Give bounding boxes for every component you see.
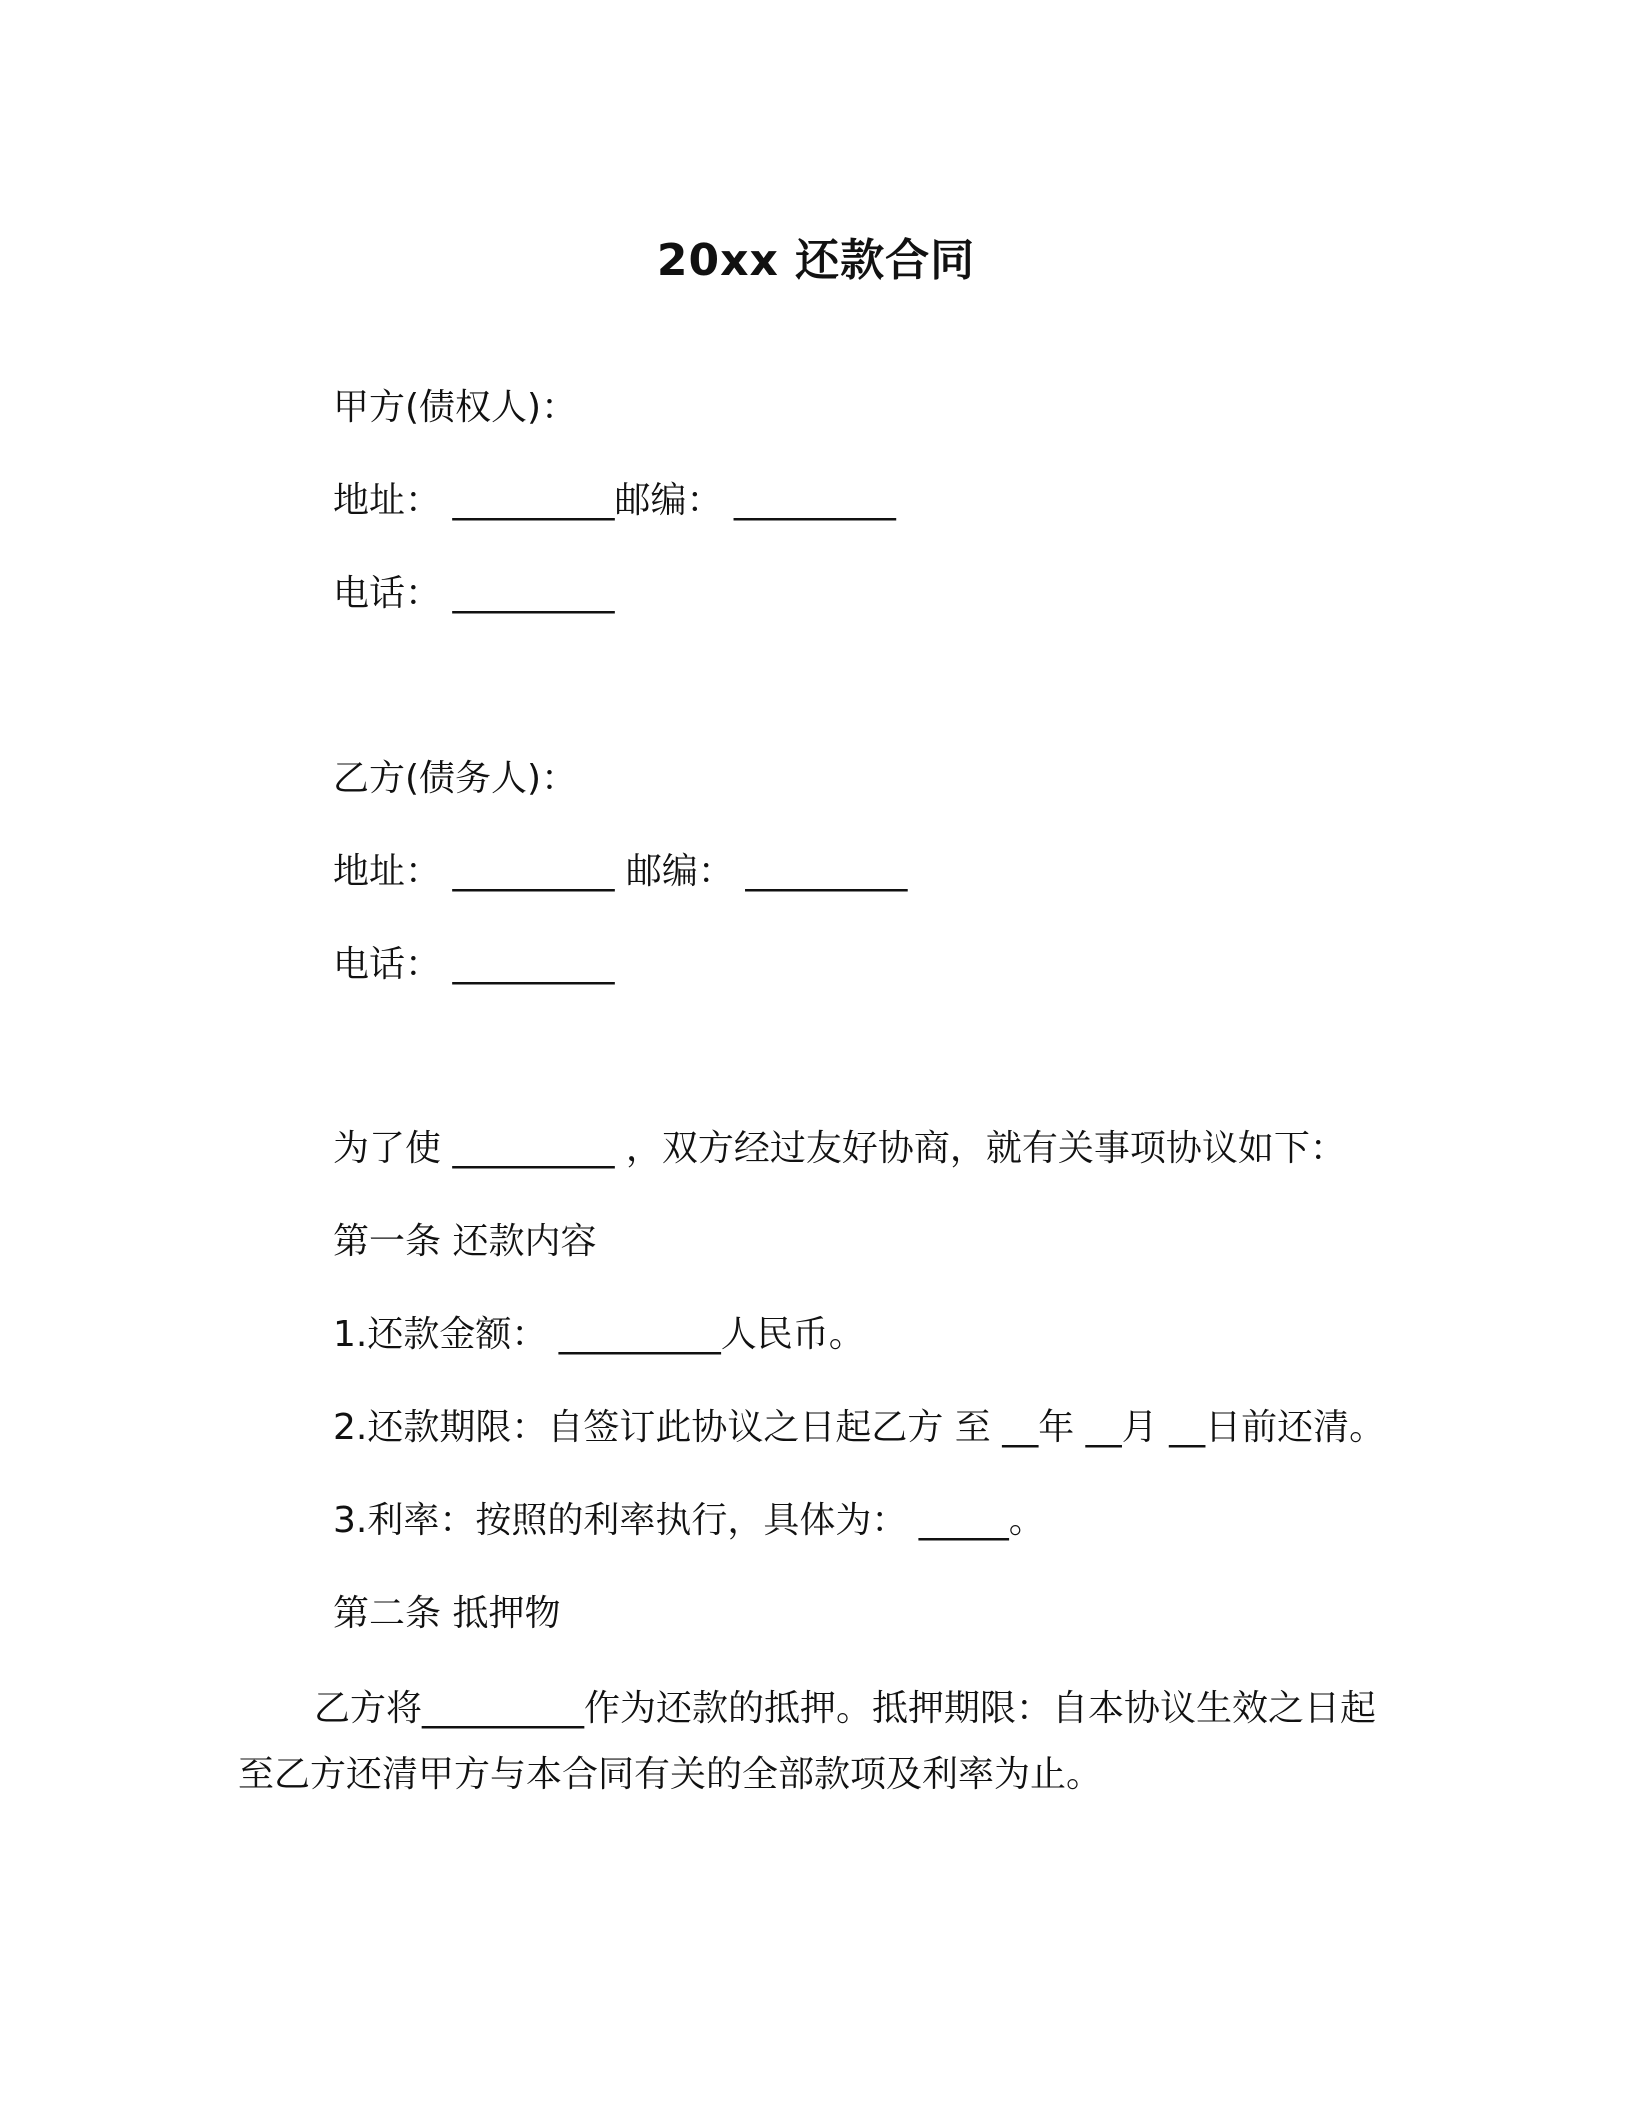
article-2-paragraph-text: 乙方将_________作为还款的抵押。抵押期限：自本协议生效之日起至乙方还清甲方与本合同有关的全部款项及利率为止。 — [238, 1688, 1377, 1795]
article-1-item-3: 3.利率：按照的利率执行，具体为： _____。 — [333, 1500, 1045, 1541]
party-a-phone-line: 电话： _________ — [333, 573, 615, 614]
article-2-paragraph — [238, 1676, 1388, 1808]
article-2-heading: 第二条 抵押物 — [333, 1593, 561, 1634]
preamble-text: 为了使 _________ ，双方经过友好协商，就有关事项协议如下： — [333, 1128, 1346, 1169]
party-a-address-line: 地址： _________邮编： _________ — [333, 480, 896, 521]
party-a-heading: 甲方(债权人)： — [333, 387, 578, 428]
article-1-item-2: 2.还款期限：自签订此协议之日起乙方 至 __年 __月 __日前还清。 — [333, 1407, 1386, 1448]
party-b-heading: 乙方(债务人)： — [333, 758, 578, 799]
article-1-item-1: 1.还款金额： _________人民币。 — [333, 1314, 865, 1355]
document-title: 20xx 还款合同 — [656, 235, 976, 286]
party-b-phone-line: 电话： _________ — [333, 944, 615, 985]
party-b-address-line: 地址： _________ 邮编： _________ — [333, 851, 908, 892]
article-1-heading: 第一条 还款内容 — [333, 1221, 597, 1262]
